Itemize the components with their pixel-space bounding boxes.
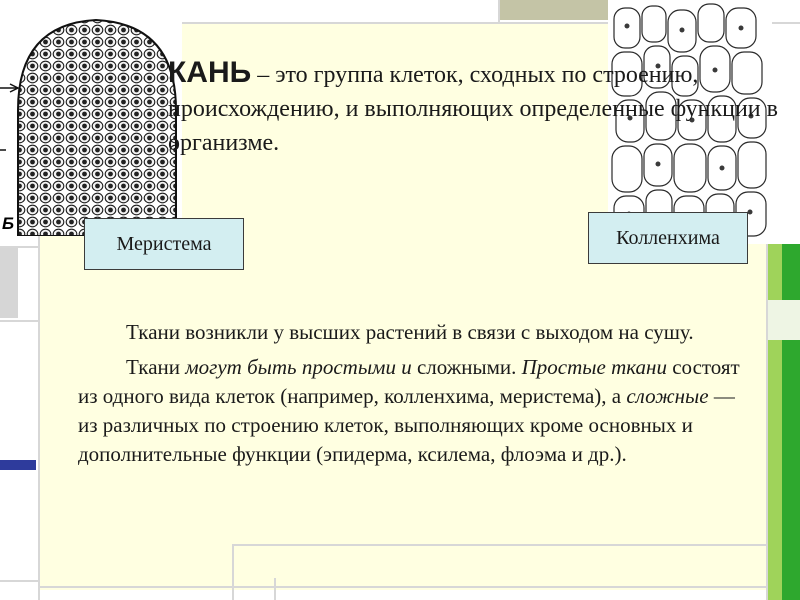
frame-line — [40, 586, 768, 588]
decor-block-blue — [0, 460, 36, 470]
paragraph-2-part: сложными. — [411, 355, 522, 379]
definition-dash: – — [251, 62, 276, 88]
paragraph-1: Ткани возникли у высших растений в связи с выходом на сушу. — [126, 320, 694, 344]
decor-block-lime — [768, 244, 782, 600]
frame-line — [0, 580, 40, 582]
paragraph-2 — [78, 353, 750, 469]
decor-block-gray — [0, 248, 18, 318]
figure-letter: Б — [2, 214, 15, 233]
decor-block-olive — [500, 0, 608, 20]
body-text — [78, 318, 750, 469]
paragraph-2-italic: могут быть простыми и — [185, 355, 412, 379]
frame-line — [232, 544, 768, 546]
meristem-illustration — [0, 0, 182, 236]
paragraph-2-part: состоят из одного вида клеток (например, колленхима, меристема), а — [78, 355, 740, 408]
paragraph-2-italic: Простые ткани — [521, 355, 667, 379]
paragraph-2-italic: сложные — [626, 384, 709, 408]
decor-block-pale — [768, 300, 800, 340]
collenchyma-label: Колленхима — [588, 212, 748, 264]
definition-text — [168, 56, 778, 160]
frame-line — [274, 578, 276, 600]
definition-term: КАНЬ — [168, 56, 252, 89]
paragraph-2-part: — из различных по строению клеток, выполняющих кроме основных и дополнительные функции (эпидерма, ксилема, флоэма и др.). — [78, 384, 735, 466]
frame-line — [0, 320, 38, 322]
meristem-label: Меристема — [84, 218, 244, 270]
definition-body: это группа клеток, сходных по строению, происхождению, и выполняющих определенные функции в организме. — [168, 62, 778, 156]
paragraph-2-part: Ткани — [126, 355, 186, 379]
meristem-cells-icon — [0, 0, 182, 236]
decor-block-green-right — [782, 244, 800, 600]
frame-line — [232, 544, 234, 600]
